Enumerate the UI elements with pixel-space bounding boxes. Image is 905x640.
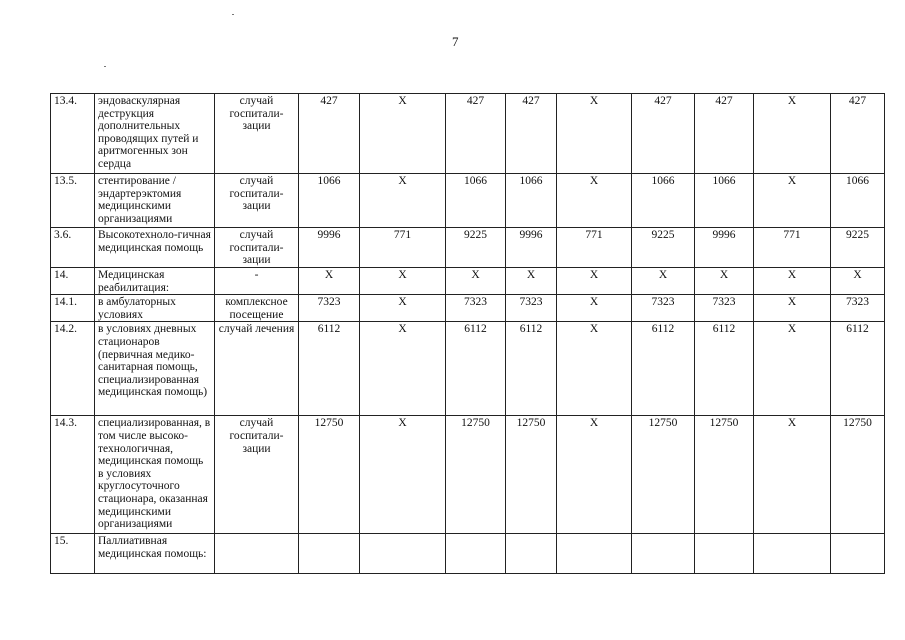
value-cell: 9996	[695, 228, 754, 268]
value-cell	[632, 534, 695, 574]
value-cell: 12750	[299, 416, 360, 534]
row-number: 3.6.	[51, 228, 95, 268]
row-name: эндоваскулярная деструкция дополнительных проводящих путей и аритмогенных зон сердца	[95, 94, 215, 174]
table-row	[51, 268, 885, 295]
value-cell: 7323	[695, 295, 754, 322]
value-cell: Х	[360, 268, 446, 295]
row-number: 13.5.	[51, 174, 95, 228]
row-unit: случай госпитали-зации	[215, 174, 299, 228]
value-cell: 9225	[831, 228, 885, 268]
value-cell: Х	[360, 94, 446, 174]
value-cell: Х	[557, 416, 632, 534]
value-cell: 12750	[506, 416, 557, 534]
value-cell: 1066	[831, 174, 885, 228]
scan-speck	[232, 14, 234, 15]
row-unit	[215, 534, 299, 574]
value-cell: 1066	[632, 174, 695, 228]
value-cell: Х	[360, 174, 446, 228]
value-cell: 427	[446, 94, 506, 174]
row-unit: -	[215, 268, 299, 295]
value-cell	[754, 534, 831, 574]
value-cell: Х	[831, 268, 885, 295]
row-unit: случай госпитали-зации	[215, 416, 299, 534]
value-cell	[831, 534, 885, 574]
value-cell: 771	[360, 228, 446, 268]
value-cell: 771	[754, 228, 831, 268]
value-cell: 427	[632, 94, 695, 174]
value-cell	[506, 534, 557, 574]
value-cell: 12750	[695, 416, 754, 534]
value-cell: 6112	[831, 322, 885, 416]
value-cell: 12750	[632, 416, 695, 534]
row-unit: случай госпитали-зации	[215, 228, 299, 268]
table-row	[51, 94, 885, 174]
value-cell: 7323	[831, 295, 885, 322]
value-cell: Х	[632, 268, 695, 295]
value-cell: 7323	[632, 295, 695, 322]
value-cell: Х	[360, 322, 446, 416]
value-cell: 427	[506, 94, 557, 174]
value-cell: Х	[446, 268, 506, 295]
value-cell: Х	[754, 322, 831, 416]
value-cell: 771	[557, 228, 632, 268]
table-row	[51, 322, 885, 416]
tariff-table	[50, 93, 885, 574]
row-number: 15.	[51, 534, 95, 574]
value-cell: Х	[557, 268, 632, 295]
value-cell: 1066	[695, 174, 754, 228]
row-name: Медицинская реабилитация:	[95, 268, 215, 295]
value-cell: 9225	[632, 228, 695, 268]
table-row	[51, 174, 885, 228]
value-cell: Х	[557, 322, 632, 416]
row-name: в условиях дневных стационаров (первичная медико-санитарная помощь, специализированная медицинская помощь)	[95, 322, 215, 416]
value-cell	[695, 534, 754, 574]
value-cell	[557, 534, 632, 574]
row-number: 14.	[51, 268, 95, 295]
value-cell: Х	[754, 174, 831, 228]
value-cell: 6112	[299, 322, 360, 416]
row-name: Паллиативная медицинская помощь:	[95, 534, 215, 574]
value-cell: Х	[754, 295, 831, 322]
value-cell: 7323	[506, 295, 557, 322]
scan-speck	[104, 66, 106, 67]
value-cell: 427	[695, 94, 754, 174]
row-number: 14.2.	[51, 322, 95, 416]
table-row	[51, 534, 885, 574]
value-cell	[299, 534, 360, 574]
value-cell: 427	[299, 94, 360, 174]
value-cell: 7323	[446, 295, 506, 322]
value-cell: 12750	[831, 416, 885, 534]
value-cell: 6112	[506, 322, 557, 416]
value-cell: Х	[695, 268, 754, 295]
value-cell: 6112	[632, 322, 695, 416]
row-number: 13.4.	[51, 94, 95, 174]
page-number: 7	[452, 34, 459, 49]
value-cell: Х	[557, 94, 632, 174]
table-row	[51, 295, 885, 322]
value-cell: Х	[557, 295, 632, 322]
value-cell: 6112	[446, 322, 506, 416]
row-unit: случай госпитали-зации	[215, 94, 299, 174]
value-cell: 7323	[299, 295, 360, 322]
value-cell: 12750	[446, 416, 506, 534]
value-cell: 9996	[506, 228, 557, 268]
row-number: 14.3.	[51, 416, 95, 534]
value-cell	[446, 534, 506, 574]
value-cell: Х	[754, 94, 831, 174]
value-cell: Х	[754, 416, 831, 534]
value-cell: Х	[299, 268, 360, 295]
row-name: Высокотехноло-гичная медицинская помощь	[95, 228, 215, 268]
value-cell	[360, 534, 446, 574]
value-cell: Х	[360, 295, 446, 322]
value-cell: 1066	[506, 174, 557, 228]
row-number: 14.1.	[51, 295, 95, 322]
value-cell: 9225	[446, 228, 506, 268]
value-cell: 1066	[446, 174, 506, 228]
table-row	[51, 228, 885, 268]
row-name: стентирование / эндартерэктомия медицинскими организациями	[95, 174, 215, 228]
value-cell: Х	[754, 268, 831, 295]
table-row	[51, 416, 885, 534]
row-unit: случай лечения	[215, 322, 299, 416]
value-cell: 1066	[299, 174, 360, 228]
value-cell: Х	[506, 268, 557, 295]
value-cell: 427	[831, 94, 885, 174]
row-name: в амбулаторных условиях	[95, 295, 215, 322]
value-cell: 6112	[695, 322, 754, 416]
row-unit: комплексное посещение	[215, 295, 299, 322]
value-cell: Х	[557, 174, 632, 228]
value-cell: 9996	[299, 228, 360, 268]
row-name: специализированная, в том числе высоко-технологичная, медицинская помощь в условиях круглосуточного стационара, оказанная медицинскими организациями	[95, 416, 215, 534]
value-cell: Х	[360, 416, 446, 534]
